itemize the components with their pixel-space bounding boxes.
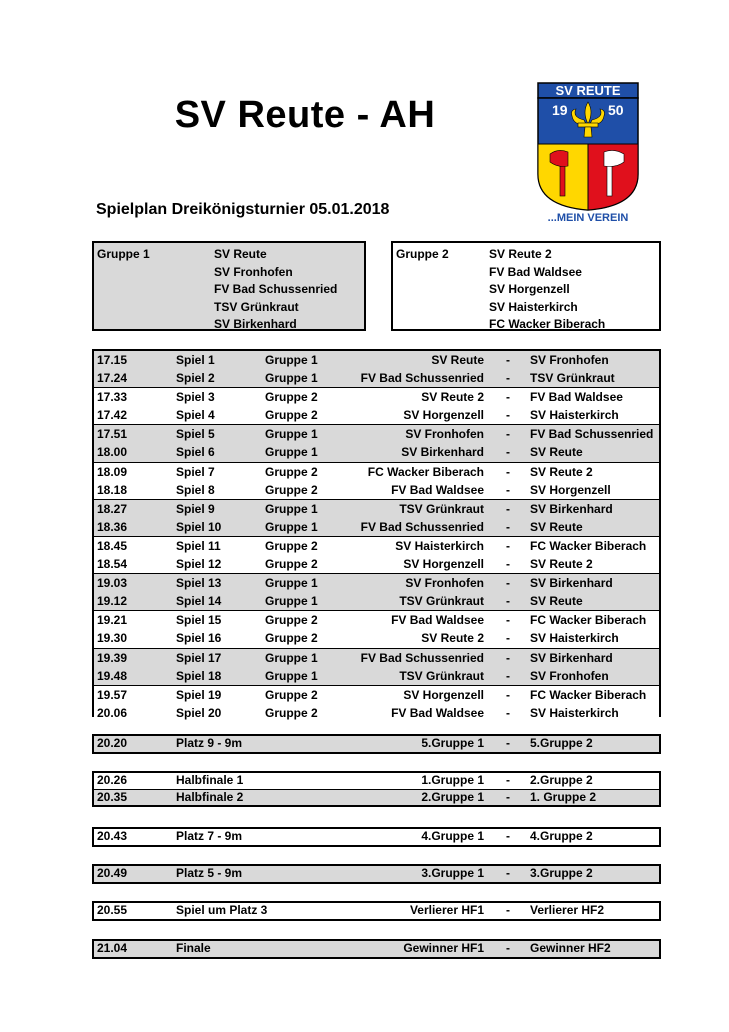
away-team: SV Birkenhard — [530, 501, 613, 516]
away-team: 5.Gruppe 2 — [530, 736, 593, 750]
placement-match-row — [94, 736, 659, 752]
versus-dash: - — [506, 705, 510, 720]
match-row — [94, 406, 659, 424]
match-block — [94, 573, 659, 610]
home-team: FV Bad Waldsee — [391, 613, 484, 628]
away-team: FC Wacker Biberach — [530, 687, 647, 702]
home-team: FC Wacker Biberach — [367, 464, 484, 479]
match-number: Spiel 20 — [176, 705, 222, 720]
team-name: SV Birkenhard — [214, 317, 297, 332]
away-team: SV Reute — [530, 594, 583, 609]
team-name: FV Bad Schussenried — [214, 282, 338, 297]
match-number: Spiel 17 — [176, 650, 222, 665]
placement-match-box — [92, 771, 661, 807]
match-group: Gruppe 2 — [265, 705, 318, 720]
match-group: Gruppe 1 — [265, 519, 318, 534]
match-block — [94, 499, 659, 536]
versus-dash: - — [506, 866, 510, 880]
away-team: FV Bad Schussenried — [530, 427, 654, 442]
away-team: FC Wacker Biberach — [530, 613, 647, 628]
versus-dash: - — [506, 736, 510, 750]
match-name: Platz 9 - 9m — [176, 736, 243, 750]
match-block — [94, 424, 659, 461]
match-row — [94, 463, 659, 481]
home-team: SV Fronhofen — [405, 576, 484, 591]
group-stage-schedule — [92, 349, 661, 720]
team-name: FV Bad Waldsee — [489, 264, 582, 279]
home-team: Gewinner HF1 — [403, 941, 484, 955]
match-number: Spiel 7 — [176, 464, 215, 479]
match-time: 19.30 — [97, 631, 128, 646]
match-number: Spiel 1 — [176, 353, 215, 367]
match-block — [94, 685, 659, 722]
match-row — [94, 704, 659, 722]
match-group: Gruppe 2 — [265, 613, 318, 628]
match-row — [94, 686, 659, 704]
home-team: FV Bad Schussenried — [360, 371, 484, 386]
match-number: Spiel 8 — [176, 482, 215, 497]
match-name: Finale — [176, 941, 211, 955]
match-group: Gruppe 2 — [265, 557, 318, 572]
home-team: 5.Gruppe 1 — [421, 736, 484, 750]
group-label: Gruppe 2 — [396, 247, 449, 261]
home-team: FV Bad Schussenried — [360, 519, 484, 534]
match-number: Spiel 4 — [176, 408, 215, 423]
match-time: 20.20 — [97, 736, 128, 750]
match-time: 18.18 — [97, 482, 128, 497]
match-group: Gruppe 1 — [265, 353, 318, 367]
match-group: Gruppe 2 — [265, 482, 318, 497]
match-group: Gruppe 1 — [265, 594, 318, 609]
match-row — [94, 518, 659, 536]
match-time: 17.33 — [97, 390, 128, 405]
match-time: 20.35 — [97, 789, 128, 804]
match-number: Spiel 16 — [176, 631, 222, 646]
match-time: 19.57 — [97, 687, 128, 702]
home-team: FV Bad Waldsee — [391, 482, 484, 497]
match-time: 19.48 — [97, 668, 128, 683]
away-team: FC Wacker Biberach — [530, 538, 647, 553]
match-row — [94, 369, 659, 387]
home-team: SV Horgenzell — [403, 687, 484, 702]
group-1-box — [92, 241, 366, 331]
versus-dash: - — [506, 650, 510, 665]
away-team: SV Reute — [530, 445, 583, 460]
home-team: SV Reute 2 — [421, 631, 484, 646]
logo-name: SV REUTE — [555, 83, 621, 98]
placement-match-row — [94, 866, 659, 882]
match-row — [94, 351, 659, 369]
match-group: Gruppe 2 — [265, 687, 318, 702]
match-group: Gruppe 2 — [265, 538, 318, 553]
match-time: 20.26 — [97, 773, 128, 787]
placement-match-row — [94, 941, 659, 957]
match-row — [94, 592, 659, 610]
team-name: SV Reute — [214, 247, 267, 261]
home-team: SV Horgenzell — [403, 408, 484, 423]
match-row — [94, 500, 659, 518]
match-name: Halbfinale 1 — [176, 773, 244, 787]
home-team: 3.Gruppe 1 — [421, 866, 484, 880]
match-time: 21.04 — [97, 941, 128, 955]
away-team: TSV Grünkraut — [530, 371, 615, 386]
match-time: 19.03 — [97, 576, 128, 591]
away-team: SV Haisterkirch — [530, 631, 619, 646]
versus-dash: - — [506, 613, 510, 628]
away-team: Gewinner HF2 — [530, 941, 611, 955]
group-label: Gruppe 1 — [97, 247, 150, 261]
match-group: Gruppe 1 — [265, 427, 318, 442]
logo-year-right: 50 — [608, 102, 624, 118]
placement-match-row — [94, 789, 659, 806]
versus-dash: - — [506, 631, 510, 646]
match-name: Halbfinale 2 — [176, 789, 244, 804]
home-team: 2.Gruppe 1 — [421, 789, 484, 804]
match-group: Gruppe 2 — [265, 408, 318, 423]
match-group: Gruppe 1 — [265, 371, 318, 386]
home-team: TSV Grünkraut — [399, 594, 484, 609]
away-team: 3.Gruppe 2 — [530, 866, 593, 880]
match-block — [94, 462, 659, 499]
away-team: SV Fronhofen — [530, 668, 609, 683]
away-team: 2.Gruppe 2 — [530, 773, 593, 787]
match-time: 20.43 — [97, 829, 128, 843]
away-team: SV Haisterkirch — [530, 705, 619, 720]
match-number: Spiel 3 — [176, 390, 215, 405]
home-team: FV Bad Schussenried — [360, 650, 484, 665]
home-team: SV Horgenzell — [403, 557, 484, 572]
team-name: FC Wacker Biberach — [489, 317, 606, 332]
home-team: 4.Gruppe 1 — [421, 829, 484, 843]
club-logo — [536, 82, 640, 224]
versus-dash: - — [506, 353, 510, 367]
group-teams — [214, 246, 337, 334]
match-block — [94, 351, 659, 387]
match-number: Spiel 5 — [176, 427, 215, 442]
home-team: Verlierer HF1 — [409, 903, 484, 917]
match-row — [94, 574, 659, 592]
match-row — [94, 555, 659, 573]
match-time: 18.09 — [97, 464, 128, 479]
match-block — [94, 610, 659, 647]
versus-dash: - — [506, 371, 510, 386]
match-time: 20.49 — [97, 866, 128, 880]
away-team: Verlierer HF2 — [530, 903, 605, 917]
away-team: SV Horgenzell — [530, 482, 611, 497]
match-group: Gruppe 2 — [265, 464, 318, 479]
away-team: 4.Gruppe 2 — [530, 829, 593, 843]
match-time: 18.36 — [97, 519, 128, 534]
team-name: TSV Grünkraut — [214, 299, 299, 314]
match-row — [94, 388, 659, 406]
home-team: SV Reute 2 — [421, 390, 484, 405]
away-team: SV Birkenhard — [530, 576, 613, 591]
match-row — [94, 425, 659, 443]
versus-dash: - — [506, 576, 510, 591]
match-row — [94, 629, 659, 647]
placement-match-row — [94, 773, 659, 789]
away-team: SV Reute 2 — [530, 464, 593, 479]
away-team: SV Haisterkirch — [530, 408, 619, 423]
match-row — [94, 611, 659, 629]
versus-dash: - — [506, 390, 510, 405]
match-time: 18.00 — [97, 445, 128, 460]
logo-year-left: 19 — [552, 102, 568, 118]
match-time: 19.39 — [97, 650, 128, 665]
match-time: 17.51 — [97, 427, 128, 442]
match-name: Platz 5 - 9m — [176, 866, 243, 880]
match-number: Spiel 13 — [176, 576, 222, 591]
home-team: 1.Gruppe 1 — [421, 773, 484, 787]
versus-dash: - — [506, 557, 510, 572]
match-name: Platz 7 - 9m — [176, 829, 243, 843]
versus-dash: - — [506, 464, 510, 479]
home-team: SV Birkenhard — [401, 445, 484, 460]
match-time: 19.12 — [97, 594, 128, 609]
match-group: Gruppe 2 — [265, 390, 318, 405]
match-row — [94, 649, 659, 667]
match-number: Spiel 10 — [176, 519, 222, 534]
versus-dash: - — [506, 687, 510, 702]
versus-dash: - — [506, 427, 510, 442]
match-row — [94, 667, 659, 685]
away-team: SV Fronhofen — [530, 353, 609, 367]
versus-dash: - — [506, 829, 510, 843]
page-title: SV Reute - AH — [174, 94, 436, 136]
versus-dash: - — [506, 445, 510, 460]
match-number: Spiel 6 — [176, 445, 215, 460]
match-time: 17.24 — [97, 371, 128, 386]
versus-dash: - — [506, 519, 510, 534]
match-row — [94, 443, 659, 461]
away-team: SV Birkenhard — [530, 650, 613, 665]
match-group: Gruppe 2 — [265, 631, 318, 646]
match-group: Gruppe 1 — [265, 445, 318, 460]
match-group: Gruppe 1 — [265, 501, 318, 516]
placement-match-box — [92, 734, 661, 754]
match-row — [94, 537, 659, 555]
match-time: 18.27 — [97, 501, 128, 516]
placement-match-box — [92, 901, 661, 921]
match-block — [94, 648, 659, 685]
match-number: Spiel 11 — [176, 538, 221, 553]
match-number: Spiel 9 — [176, 501, 215, 516]
away-team: 1. Gruppe 2 — [530, 789, 597, 804]
away-team: SV Reute 2 — [530, 557, 593, 572]
page-subtitle: Spielplan Dreikönigsturnier 05.01.2018 — [96, 201, 390, 218]
group-teams — [489, 246, 605, 334]
away-team: FV Bad Waldsee — [530, 390, 623, 405]
home-team: SV Reute — [431, 353, 484, 367]
match-block — [94, 387, 659, 424]
versus-dash: - — [506, 594, 510, 609]
match-time: 19.21 — [97, 613, 128, 628]
versus-dash: - — [506, 941, 510, 955]
match-time: 17.42 — [97, 408, 128, 423]
versus-dash: - — [506, 482, 510, 497]
match-time: 18.45 — [97, 538, 128, 553]
placement-match-row — [94, 903, 659, 919]
versus-dash: - — [506, 789, 510, 804]
home-team: TSV Grünkraut — [399, 668, 484, 683]
placement-match-row — [94, 829, 659, 845]
match-row — [94, 481, 659, 499]
match-time: 20.55 — [97, 903, 128, 917]
placement-match-box — [92, 939, 661, 959]
match-number: Spiel 2 — [176, 371, 215, 386]
home-team: SV Fronhofen — [405, 427, 484, 442]
group-2-box — [391, 241, 661, 331]
match-number: Spiel 12 — [176, 557, 222, 572]
home-team: TSV Grünkraut — [399, 501, 484, 516]
team-name: SV Fronhofen — [214, 264, 293, 279]
team-name: SV Haisterkirch — [489, 299, 578, 314]
match-block — [94, 536, 659, 573]
match-group: Gruppe 1 — [265, 668, 318, 683]
team-name: SV Horgenzell — [489, 282, 570, 297]
match-time: 20.06 — [97, 705, 128, 720]
placement-match-box — [92, 864, 661, 884]
match-time: 18.54 — [97, 557, 128, 572]
versus-dash: - — [506, 501, 510, 516]
match-time: 17.15 — [97, 353, 128, 367]
logo-slogan: ...MEIN VEREIN — [547, 212, 629, 224]
match-number: Spiel 18 — [176, 668, 222, 683]
versus-dash: - — [506, 538, 510, 553]
match-name: Spiel um Platz 3 — [176, 903, 268, 917]
home-team: FV Bad Waldsee — [391, 705, 484, 720]
match-group: Gruppe 1 — [265, 650, 318, 665]
match-number: Spiel 15 — [176, 613, 222, 628]
match-number: Spiel 14 — [176, 594, 222, 609]
home-team: SV Haisterkirch — [395, 538, 484, 553]
away-team: SV Reute — [530, 519, 583, 534]
team-name: SV Reute 2 — [489, 247, 552, 261]
match-group: Gruppe 1 — [265, 576, 318, 591]
versus-dash: - — [506, 408, 510, 423]
placement-match-box — [92, 827, 661, 847]
versus-dash: - — [506, 903, 510, 917]
versus-dash: - — [506, 773, 510, 787]
versus-dash: - — [506, 668, 510, 683]
match-number: Spiel 19 — [176, 687, 222, 702]
